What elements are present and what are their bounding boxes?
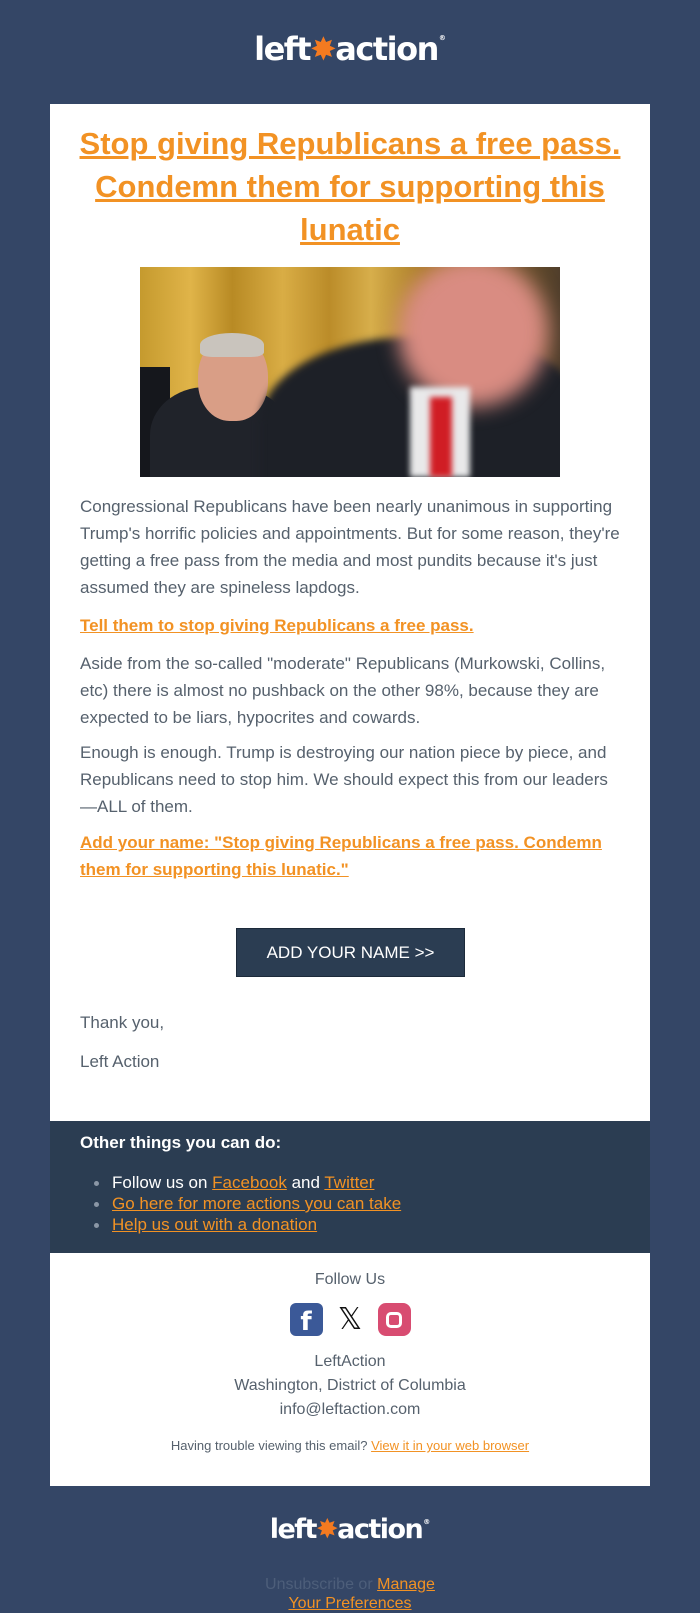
follow-us-label: Follow Us	[314, 1271, 386, 1288]
paragraph-moderates: Aside from the so-called "moderate" Republicans (Murkowski, Collins, etc) there is almost no pushback on the other 98%, because they are expected to be liars, hypocrites and cowards.	[80, 654, 606, 727]
follow-prefix-text: Follow us on	[112, 1173, 213, 1192]
preferences-link[interactable]: Your Preferences	[288, 1595, 412, 1612]
photo-person-left-hair	[200, 333, 264, 357]
action-link-2[interactable]: Add your name: "Stop giving Republicans a free pass. Condemn them for supporting this lunatic."	[80, 833, 602, 879]
email-content-card	[50, 104, 650, 1121]
footer-email: info@leftaction.com	[279, 1401, 421, 1418]
donation-link[interactable]: Help us out with a donation	[112, 1215, 318, 1234]
list-item-more-actions	[112, 1193, 401, 1214]
view-in-browser-link[interactable]: View it in your web browser	[371, 1438, 530, 1453]
paragraph-intro: Congressional Republicans have been nearly unanimous in supporting Trump's horrific policies and appointments. But for some reason, they're getting a free pass from the media and most pundits because it's just assumed they are spineless lapdogs.	[80, 497, 620, 597]
footer-logo-text-left: left	[269, 1514, 316, 1545]
photo-person-right-tie	[430, 397, 452, 477]
leftaction-footer-logo	[0, 1514, 700, 1545]
unsubscribe-block	[0, 1575, 700, 1613]
list-item-follow	[112, 1172, 401, 1193]
and-text: and	[286, 1173, 325, 1192]
logo-text-left: left	[254, 30, 310, 68]
hero-photo[interactable]	[140, 267, 560, 477]
trouble-viewing-text: Having trouble viewing this email?	[170, 1438, 368, 1453]
x-icon[interactable]: 𝕏	[337, 1302, 363, 1337]
action-link-2-wrap	[80, 829, 620, 883]
instagram-icon[interactable]	[378, 1303, 411, 1336]
other-actions-heading: Other things you can do:	[80, 1133, 282, 1152]
headline-link[interactable]: Stop giving Republicans a free pass. Condemn them for supporting this lunatic	[79, 126, 621, 247]
signature-text: Left Action	[80, 1052, 160, 1071]
add-your-name-button[interactable]: ADD YOUR NAME >>	[236, 928, 465, 977]
manage-link[interactable]: Manage	[377, 1576, 435, 1593]
facebook-icon[interactable]: f	[290, 1303, 323, 1336]
footer-logo-text-right: action	[337, 1514, 423, 1545]
footer-org-name: LeftAction	[314, 1353, 386, 1370]
unsubscribe-or-text: or	[353, 1576, 378, 1593]
leftaction-logo	[0, 30, 700, 68]
trouble-viewing-line	[50, 1438, 650, 1453]
other-actions-panel	[50, 1121, 650, 1253]
logo-registered-mark: ®	[438, 34, 446, 42]
footer-logo-registered-mark: ®	[423, 1518, 431, 1526]
social-icons-row	[50, 1303, 650, 1336]
thank-you-text: Thank you,	[80, 1013, 165, 1032]
other-actions-list	[112, 1172, 401, 1235]
facebook-link[interactable]: Facebook	[212, 1173, 287, 1192]
logo-text-right: action	[335, 30, 438, 68]
unsubscribe-link[interactable]: Unsubscribe	[265, 1576, 354, 1593]
footer-location: Washington, District of Columbia	[234, 1377, 466, 1394]
list-item-donation	[112, 1214, 401, 1235]
more-actions-link[interactable]: Go here for more actions you can take	[112, 1194, 402, 1213]
twitter-link[interactable]: Twitter	[324, 1173, 375, 1192]
instagram-lens	[390, 1315, 399, 1324]
paragraph-enough: Enough is enough. Trump is destroying our nation piece by piece, and Republicans need to stop him. We should expect this from our leaders—ALL of them.	[80, 743, 608, 816]
footer-card	[50, 1253, 650, 1486]
footer-logo-burst-icon: ✸	[315, 1514, 338, 1545]
action-link-1[interactable]: Tell them to stop giving Republicans a free pass.	[80, 616, 474, 635]
headline	[50, 104, 650, 251]
logo-burst-icon: ✸	[309, 30, 336, 68]
action-link-1-wrap	[80, 612, 620, 639]
